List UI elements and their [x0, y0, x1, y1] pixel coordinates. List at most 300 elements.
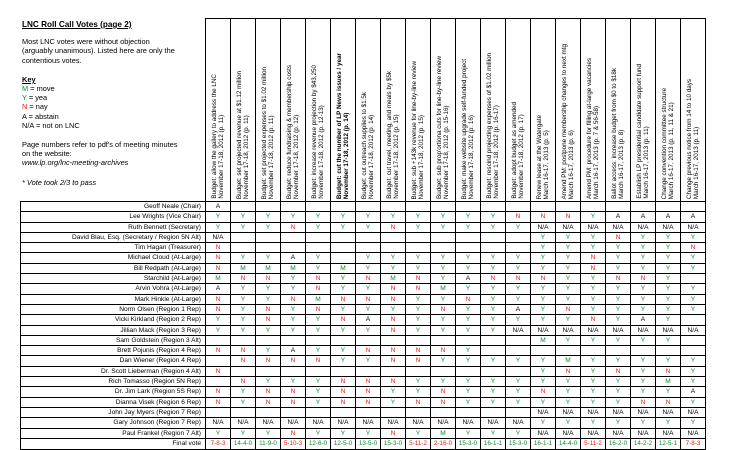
key-code: N/A [22, 120, 34, 130]
column-header [681, 19, 706, 202]
vote-cell: N [256, 315, 281, 325]
vote-cell [431, 202, 456, 212]
vote-cell [331, 366, 356, 376]
vote-cell: A [681, 212, 706, 222]
vote-cell: N [356, 377, 381, 387]
column-header-label: Budget: reduce fundraising & membership costs November 17-18, 2012 (p. 12) [285, 64, 300, 199]
vote-cell: Y [631, 387, 656, 397]
table-row [21, 274, 706, 284]
vote-cell: Y [556, 397, 581, 407]
vote-cell: Y [506, 428, 531, 438]
column-header-label: Ballot access: increase budget from $0 to $18k March 16-17, 2013 (p. 8) [610, 68, 625, 199]
vote-cell [431, 335, 456, 345]
vote-cell: Y [581, 243, 606, 253]
table-row [21, 263, 706, 273]
final-vote-cell: 15-3-0 [506, 438, 531, 449]
vote-cell: Y [331, 325, 356, 335]
vote-cell [231, 366, 256, 376]
vote-cell [356, 407, 381, 417]
vote-cell [631, 346, 656, 356]
table-row [21, 243, 706, 253]
vote-cell: N [256, 304, 281, 314]
vote-cell: N/A [306, 418, 331, 428]
vote-cell: Y [556, 243, 581, 253]
vote-cell: N [606, 366, 631, 376]
vote-cell: Y [681, 304, 706, 314]
vote-cell: Y [406, 377, 431, 387]
vote-cell: Y [681, 366, 706, 376]
key-desc: = not on LNC [33, 120, 80, 130]
vote-cell: Y [506, 377, 531, 387]
vote-cell: N [431, 387, 456, 397]
vote-cell: Y [406, 212, 431, 222]
vote-cell: Y [481, 325, 506, 335]
vote-cell: N/A [481, 418, 506, 428]
column-header [381, 19, 406, 202]
member-name: Sam Goldstein (Region 3 Alt) [21, 335, 206, 345]
vote-cell [256, 202, 281, 212]
vote-cell [481, 366, 506, 376]
column-header-label: Amend PM: postpone membership changes to next mtg March 16-17, 2013 (p. 6) [560, 43, 575, 199]
vote-cell: N/A [531, 428, 556, 438]
vote-cell: Y [406, 387, 431, 397]
final-vote-cell: 14-2-2 [631, 438, 656, 449]
vote-cell [306, 366, 331, 376]
vote-cell: Y [356, 325, 381, 335]
vote-cell: N [456, 294, 481, 304]
final-vote-cell: 7-8-3 [206, 438, 231, 449]
vote-cell: Y [456, 428, 481, 438]
table-row [21, 304, 706, 314]
column-header-label: Amend PM: procedure for filling at-large vacancies March 16-17, 2013 (p. 7 & 56-58) [585, 57, 600, 199]
vote-cell: Y [331, 356, 356, 366]
vote-cell: N [231, 274, 256, 284]
member-name: Geoff Neale (Chair) [21, 202, 206, 212]
table-row [21, 377, 706, 387]
vote-cell: N/A [681, 222, 706, 232]
vote-cell: Y [456, 346, 481, 356]
vote-cell: N/A [431, 418, 456, 428]
vote-cell [206, 407, 231, 417]
vote-cell: N [356, 346, 381, 356]
vote-cell: Y [256, 294, 281, 304]
vote-cell [281, 232, 306, 242]
vote-cell: Y [406, 304, 431, 314]
column-header-label: Budget: make website upgrade self-funded project November 17-18, 2012 (p. 16) [460, 58, 475, 199]
vote-cell: N/A [606, 428, 631, 438]
column-header [231, 19, 256, 202]
vote-cell [506, 335, 531, 345]
final-vote-cell: 12-6-0 [306, 438, 331, 449]
vote-cell: Y [356, 222, 381, 232]
final-vote-cell: 16-1-1 [531, 438, 556, 449]
column-header [356, 19, 381, 202]
key-desc: = yea [26, 93, 48, 103]
vote-cell: Y [256, 428, 281, 438]
column-header-label: Budget: cut outreach supplies to $1.5k November 17-18, 2012 (p. 14) [360, 91, 375, 199]
vote-cell: Y [256, 212, 281, 222]
table-row [21, 418, 706, 428]
vote-cell [406, 243, 431, 253]
vote-cell: Y [231, 253, 256, 263]
key-desc: = nay [27, 102, 48, 112]
intro-text: Most LNC votes were without objection (arguably unanimous). Listed here are only the contentious votes. [22, 37, 175, 65]
vote-cell: Y [256, 325, 281, 335]
vote-cell [456, 243, 481, 253]
vote-cell: N [506, 212, 531, 222]
member-name: Jillian Mack (Region 3 Rep) [21, 325, 206, 335]
vote-cell: Y [331, 304, 356, 314]
member-name: Dan Wiener (Region 4 Rep) [21, 356, 206, 366]
vote-cell: Y [406, 428, 431, 438]
final-vote-cell: 12-5-0 [331, 438, 356, 449]
vote-cell: N/A [256, 418, 281, 428]
vote-cell [231, 243, 256, 253]
vote-cell: Y [656, 304, 681, 314]
table-row [21, 397, 706, 407]
vote-cell [231, 335, 256, 345]
vote-cell: Y [431, 294, 456, 304]
vote-cell [331, 202, 356, 212]
vote-cell: Y [656, 335, 681, 345]
vote-cell: Y [306, 315, 331, 325]
vote-cell: N [256, 274, 281, 284]
vote-cell: N [356, 274, 381, 284]
vote-cell: Y [531, 253, 556, 263]
vote-cell: Y [456, 263, 481, 273]
final-vote-cell: 16-2-0 [606, 438, 631, 449]
vote-cell: Y [406, 315, 431, 325]
vote-cell [681, 335, 706, 345]
vote-cell: Y [431, 263, 456, 273]
vote-cell: Y [531, 304, 556, 314]
vote-cell: Y [681, 418, 706, 428]
key-code: A [22, 111, 27, 121]
vote-cell [381, 232, 406, 242]
vote-cell: Y [206, 325, 231, 335]
vote-cell: Y [656, 294, 681, 304]
vote-cell: Y [606, 263, 631, 273]
vote-cell: Y [306, 253, 331, 263]
member-name: Michael Cloud (At-Large) [21, 253, 206, 263]
column-header [581, 19, 606, 202]
vote-cell [481, 407, 506, 417]
vote-cell: A [681, 387, 706, 397]
column-header [281, 19, 306, 202]
table-row [21, 428, 706, 438]
vote-cell: Y [356, 356, 381, 366]
vote-cell [331, 407, 356, 417]
vote-cell: M [531, 335, 556, 345]
vote-cell: N/A [631, 325, 656, 335]
vote-cell: N [681, 243, 706, 253]
table-row [21, 356, 706, 366]
vote-cell: N [356, 387, 381, 397]
vote-cell: Y [531, 397, 556, 407]
vote-cell: Y [631, 356, 656, 366]
column-header [481, 19, 506, 202]
vote-cell: Y [531, 366, 556, 376]
vote-cell: N [531, 387, 556, 397]
column-header [256, 19, 281, 202]
vote-cell: Y [556, 377, 581, 387]
vote-cell: Y [206, 428, 231, 438]
vote-cell: A [281, 253, 306, 263]
vote-cell: Y [306, 387, 331, 397]
vote-cell: N/A [631, 428, 656, 438]
vote-cell [456, 335, 481, 345]
vote-cell: Y [356, 253, 381, 263]
vote-cell [381, 366, 406, 376]
vote-cell: Y [656, 418, 681, 428]
archive-url[interactable]: www.lp.org/lnc-meeting-archives [22, 158, 129, 168]
vote-cell: Y [581, 294, 606, 304]
vote-cell: Y [231, 284, 256, 294]
vote-cell: N/A [206, 418, 231, 428]
vote-cell [206, 335, 231, 345]
vote-cell: M [206, 274, 231, 284]
footnote: * Vote took 2/3 to pass [22, 177, 97, 187]
vote-cell: N [281, 397, 306, 407]
vote-cell [256, 407, 281, 417]
vote-cell: Y [631, 284, 656, 294]
key-code: N [22, 102, 28, 112]
vote-cell: Y [281, 284, 306, 294]
vote-cell: M [556, 356, 581, 366]
member-name: Tim Hagan (Treasurer) [21, 243, 206, 253]
vote-cell: Y [481, 284, 506, 294]
vote-cell: Y [331, 346, 356, 356]
vote-cell: Y [506, 387, 531, 397]
vote-cell: Y [231, 212, 256, 222]
vote-cell: A [356, 315, 381, 325]
vote-cell: N/A [456, 418, 481, 428]
vote-cell: N/A [581, 222, 606, 232]
member-name: Rich Tomasso (Region 5N Rep) [21, 377, 206, 387]
vote-cell: Y [431, 253, 456, 263]
vote-cell: Y [556, 253, 581, 263]
vote-cell: Y [406, 253, 431, 263]
vote-cell: N/A [581, 325, 606, 335]
vote-cell: Y [281, 274, 306, 284]
vote-cell [331, 253, 356, 263]
vote-cell: N [556, 304, 581, 314]
vote-cell [506, 366, 531, 376]
vote-cell: Y [431, 377, 456, 387]
vote-cell: Y [231, 387, 256, 397]
vote-cell: Y [681, 294, 706, 304]
vote-cell: Y [356, 428, 381, 438]
vote-cell: Y [531, 232, 556, 242]
vote-cell [306, 202, 331, 212]
vote-cell: Y [656, 274, 681, 284]
vote-cell [206, 356, 231, 366]
vote-cell [481, 202, 506, 212]
final-vote-cell: 14-4-0 [231, 438, 256, 449]
vote-cell: A [606, 212, 631, 222]
vote-cell: N/A [581, 407, 606, 417]
vote-cell: Y [581, 387, 606, 397]
vote-cell: Y [506, 263, 531, 273]
vote-cell: Y [631, 232, 656, 242]
vote-cell: N/A [206, 232, 231, 242]
vote-cell: Y [256, 346, 281, 356]
vote-cell: N [306, 284, 331, 294]
vote-cell: N [381, 428, 406, 438]
vote-cell: Y [556, 284, 581, 294]
member-name: John Jay Myers (Region 7 Rep) [21, 407, 206, 417]
column-header-label: Budget: allow the gallery to address the LNC November 17-18, 2012 (p. 11) [210, 74, 225, 199]
table-row [21, 294, 706, 304]
vote-cell: Y [306, 222, 331, 232]
vote-cell: Y [481, 428, 506, 438]
final-vote-cell: 5-10-3 [281, 438, 306, 449]
vote-cell: Y [456, 304, 481, 314]
table-row [21, 346, 706, 356]
member-name: Arvin Vohra (At-Large) [21, 284, 206, 294]
vote-cell: Y [256, 222, 281, 232]
vote-cell: Y [306, 325, 331, 335]
vote-cell: N/A [531, 325, 556, 335]
column-header-label: Budget: increase revenue projection by $43,250 November 17-18, 2012 (p. 12-13) [310, 65, 325, 199]
vote-cell: N [406, 356, 431, 366]
vote-cell: Y [406, 294, 431, 304]
vote-cell: Y [381, 387, 406, 397]
vote-cell: N [331, 315, 356, 325]
vote-cell: Y [656, 243, 681, 253]
vote-cell: N [406, 346, 431, 356]
vote-cell: Y [631, 335, 656, 345]
vote-cell: Y [356, 212, 381, 222]
table-row [21, 222, 706, 232]
column-header-label: Budget: rescind projecting expenses of $1.02 million November 17-18, 2012 (p. 16-17) [485, 53, 500, 199]
vote-cell: Y [581, 304, 606, 314]
vote-cell: Y [481, 253, 506, 263]
final-vote-cell: 5-11-2 [406, 438, 431, 449]
vote-cell: Y [456, 397, 481, 407]
vote-cell [506, 202, 531, 212]
vote-cell [381, 407, 406, 417]
vote-cell: N [556, 366, 581, 376]
vote-cell: Y [581, 397, 606, 407]
member-name: Dr. Jim Lark (Region 5S Rep) [21, 387, 206, 397]
vote-cell: N/A [656, 407, 681, 417]
vote-cell: Y [406, 325, 431, 335]
member-name: Vicki Kirkland (Region 2 Rep) [21, 315, 206, 325]
vote-cell: N/A [556, 222, 581, 232]
vote-cell: N/A [506, 418, 531, 428]
vote-cell: Y [631, 377, 656, 387]
vote-cell: Y [406, 263, 431, 273]
vote-cell: Y [456, 325, 481, 335]
vote-cell [606, 202, 631, 212]
vote-cell [356, 243, 381, 253]
vote-cell: N [431, 397, 456, 407]
vote-cell: A [656, 212, 681, 222]
vote-cell [306, 335, 331, 345]
member-name: David Blau, Esq. (Secretary / Region 5N Alt) [21, 232, 206, 242]
vote-cell: Y [656, 232, 681, 242]
vote-cell [481, 232, 506, 242]
column-header-label: Budget: adopt budget as amended November 17-18, 2012 (p. 17) [510, 102, 525, 199]
vote-cell: Y [306, 428, 331, 438]
vote-cell: Y [506, 294, 531, 304]
vote-cell [331, 232, 356, 242]
vote-cell: N [381, 315, 406, 325]
vote-cell: Y [556, 232, 581, 242]
vote-cell: Y [281, 377, 306, 387]
vote-cell [506, 407, 531, 417]
final-vote-label: Final vote [21, 438, 206, 449]
vote-cell [256, 335, 281, 345]
vote-cell: Y [606, 418, 631, 428]
vote-cell: N/A [531, 222, 556, 232]
vote-cell: Y [606, 377, 631, 387]
vote-cell [231, 202, 256, 212]
key-title: Key [22, 74, 36, 84]
vote-cell: N/A [656, 428, 681, 438]
vote-cell: A [281, 346, 306, 356]
final-vote-cell: 16-1-1 [481, 438, 506, 449]
vote-cell: N [206, 397, 231, 407]
vote-cell [431, 243, 456, 253]
vote-cell [681, 202, 706, 212]
vote-cell: N/A [581, 428, 606, 438]
vote-cell: Y [556, 315, 581, 325]
vote-cell [356, 232, 381, 242]
vote-cell: Y [531, 294, 556, 304]
vote-cell: M [256, 263, 281, 273]
vote-cell: N [206, 366, 231, 376]
vote-cell: Y [456, 315, 481, 325]
key-code: Y [22, 93, 27, 103]
vote-cell [406, 335, 431, 345]
vote-cell [281, 243, 306, 253]
vote-cell: Y [581, 335, 606, 345]
vote-cell: Y [556, 387, 581, 397]
vote-cell: N/A [606, 222, 631, 232]
vote-cell: Y [481, 377, 506, 387]
vote-cell: Y [306, 377, 331, 387]
vote-cell: N [381, 284, 406, 294]
column-header [656, 19, 681, 202]
vote-cell: Y [506, 253, 531, 263]
vote-cell: Y [231, 222, 256, 232]
vote-cell: Y [656, 263, 681, 273]
vote-cell: N [231, 346, 256, 356]
vote-cell: Y [681, 263, 706, 273]
vote-cell: N [306, 304, 331, 314]
vote-cell: N [631, 274, 656, 284]
column-header [306, 19, 331, 202]
pages-note: Page numbers refer to pdf's of meeting minutes on the website: [22, 140, 178, 159]
vote-cell: N [206, 243, 231, 253]
vote-cell: N [206, 387, 231, 397]
vote-cell: N/A [681, 428, 706, 438]
vote-cell: N [431, 346, 456, 356]
vote-cell: Y [406, 222, 431, 232]
vote-cell: Y [481, 315, 506, 325]
vote-cell [231, 232, 256, 242]
vote-cell: Y [631, 304, 656, 314]
vote-cell: N/A [556, 325, 581, 335]
vote-cell [406, 407, 431, 417]
vote-cell: N [331, 377, 356, 387]
vote-cell: N [381, 294, 406, 304]
vote-cell: Y [656, 387, 681, 397]
vote-cell [456, 202, 481, 212]
vote-cell: Y [531, 315, 556, 325]
